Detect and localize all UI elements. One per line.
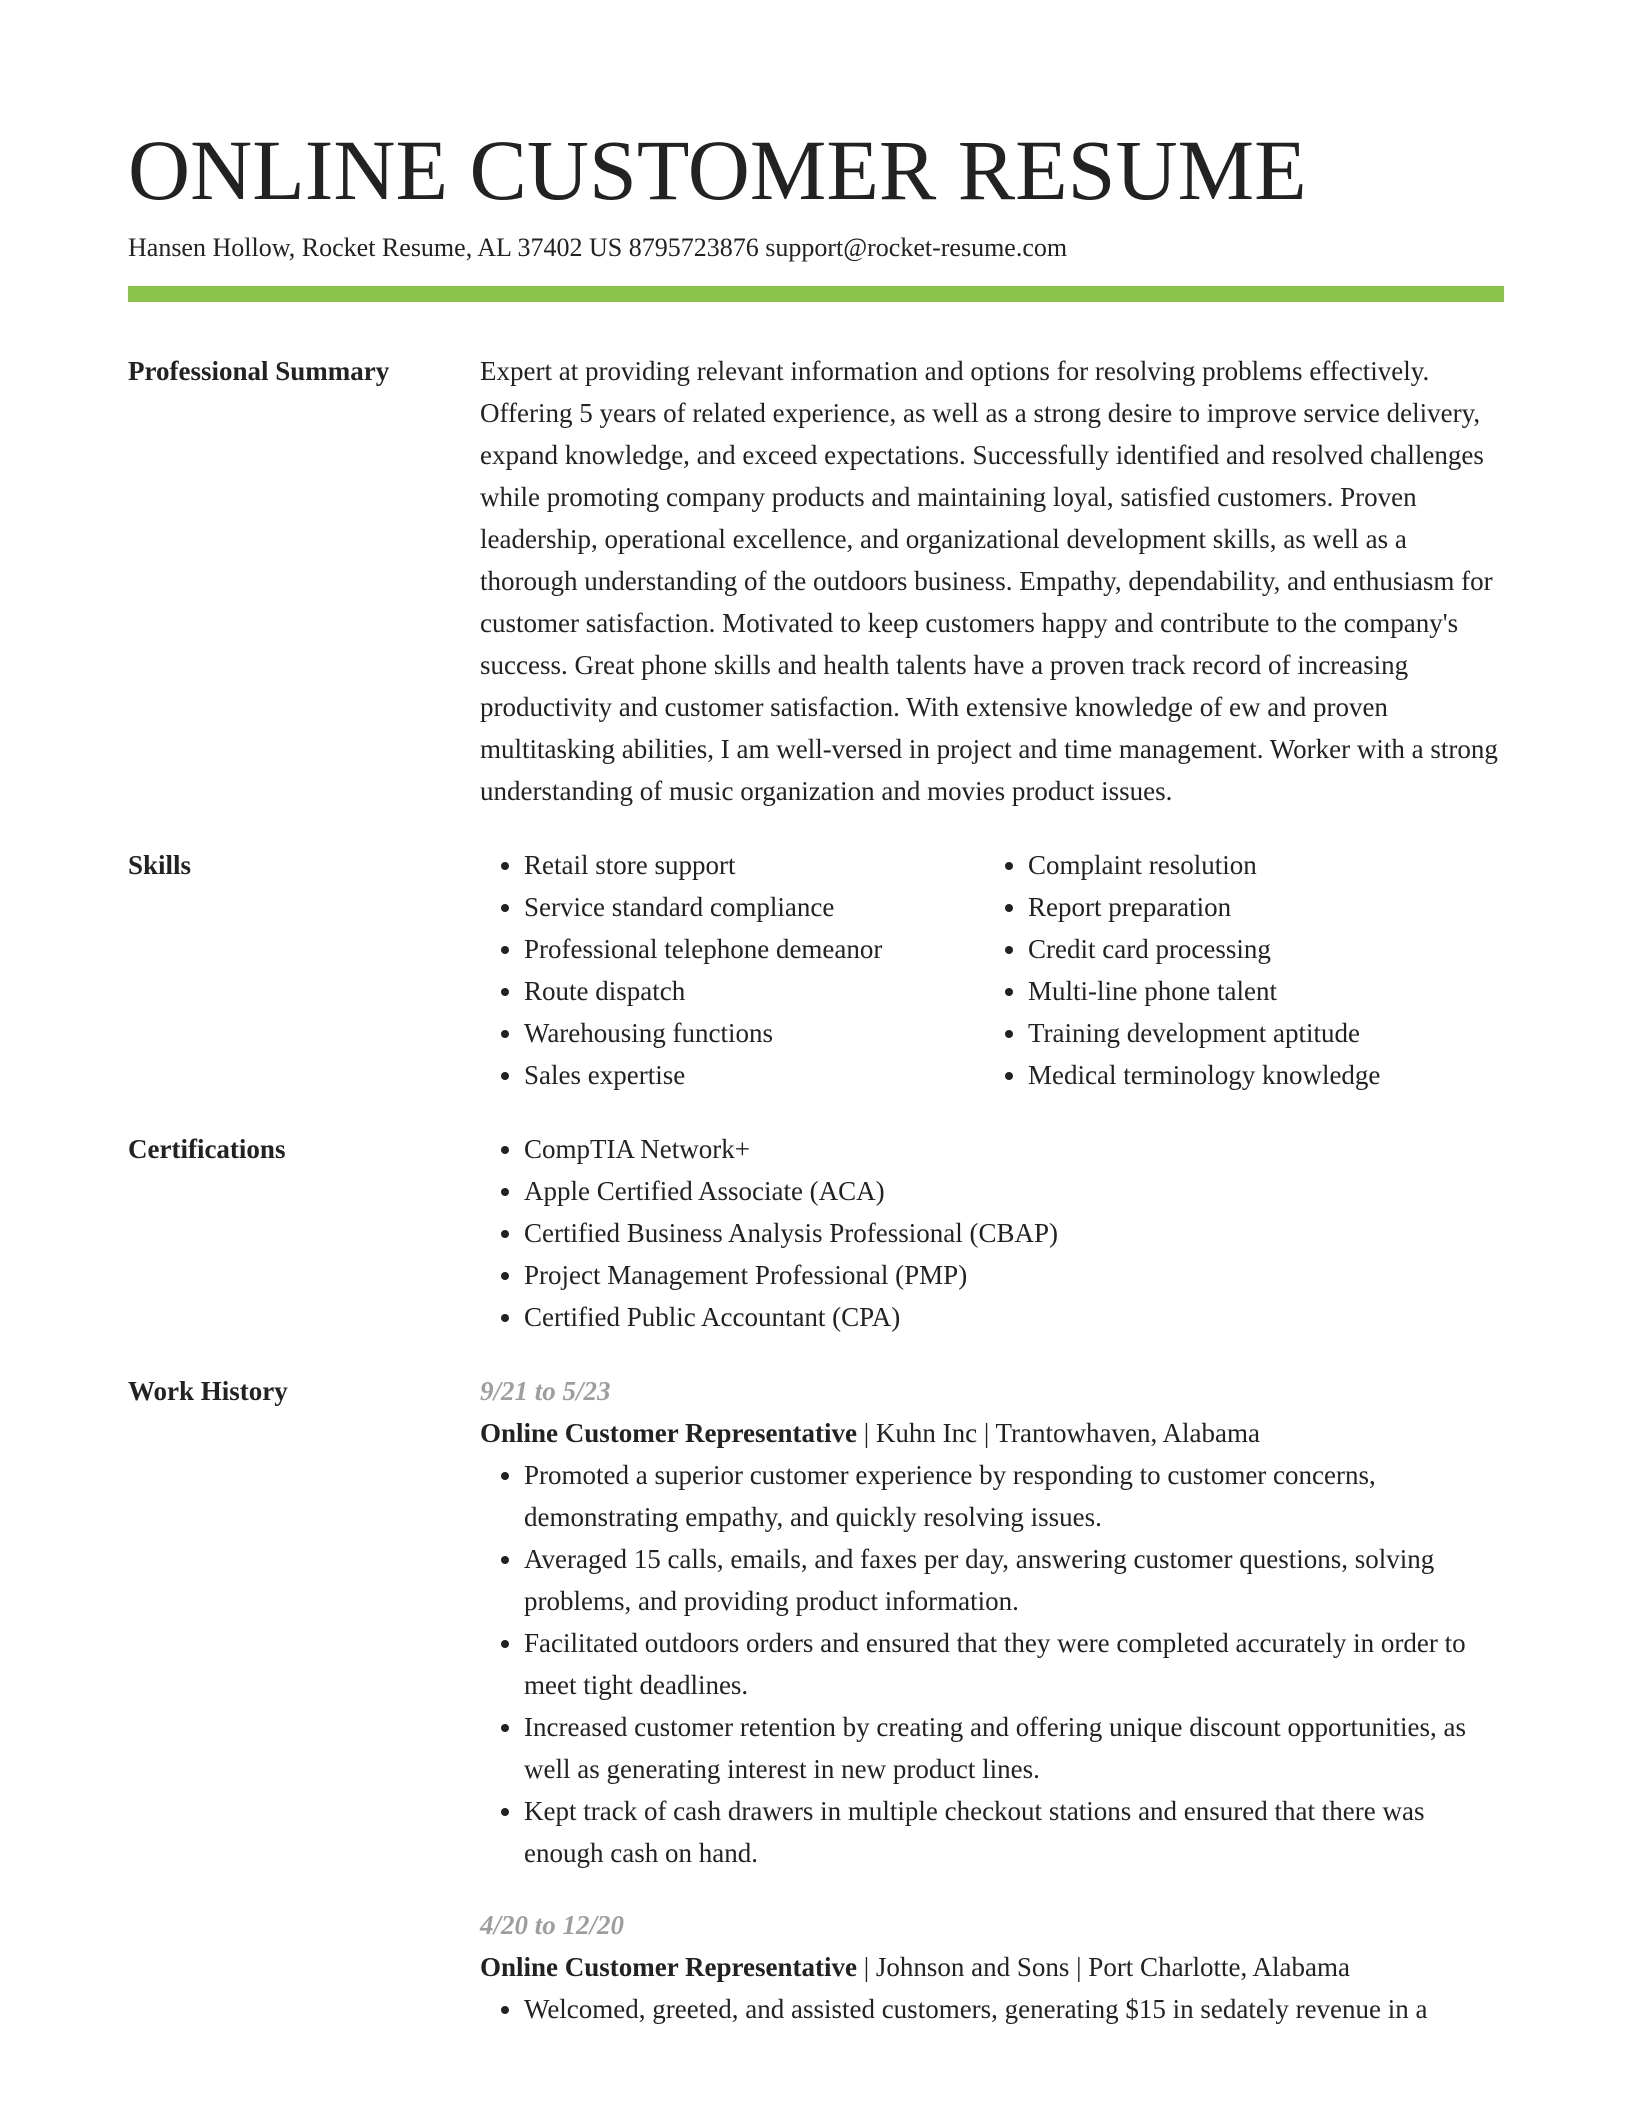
resume-title: ONLINE CUSTOMER RESUME	[128, 122, 1307, 218]
skill-item: • Report preparation	[1028, 886, 1488, 928]
job-company-location: | Kuhn Inc | Trantowhaven, Alabama	[856, 1418, 1260, 1448]
certification-item: • Apple Certified Associate (ACA)	[524, 1170, 1504, 1212]
job-title-line	[480, 1946, 1504, 1988]
skill-item: • Professional telephone demeanor	[524, 928, 984, 970]
job-bullets	[480, 1988, 1504, 2030]
job-bullet: • Promoted a superior customer experience by responding to customer concerns, demonstrating empathy, and quickly resolving issues.	[524, 1454, 1504, 1538]
job-entry	[480, 1370, 1504, 1874]
certifications-section	[128, 1128, 1504, 1338]
job-title: Online Customer Representative	[480, 1418, 857, 1448]
certification-item: • Project Management Professional (PMP)	[524, 1254, 1504, 1296]
certification-item: • Certified Business Analysis Professional (CBAP)	[524, 1212, 1504, 1254]
summary-section	[128, 350, 1504, 812]
skill-item: • Complaint resolution	[1028, 844, 1488, 886]
skill-item: • Medical terminology knowledge	[1028, 1054, 1488, 1096]
skill-item: • Multi-line phone talent	[1028, 970, 1488, 1012]
skill-item: • Warehousing functions	[524, 1012, 984, 1054]
skill-item: • Training development aptitude	[1028, 1012, 1488, 1054]
work-history-body	[480, 1370, 1504, 2060]
skill-item: • Retail store support	[524, 844, 984, 886]
certifications-body	[480, 1128, 1504, 1338]
job-bullet: • Increased customer retention by creating and offering unique discount opportunities, as well as generating interest in new product lines.	[524, 1706, 1504, 1790]
job-bullet: • Averaged 15 calls, emails, and faxes per day, answering customer questions, solving problems, and providing product information.	[524, 1538, 1504, 1622]
summary-heading: Professional Summary	[128, 356, 390, 386]
job-bullet: • Facilitated outdoors orders and ensured that they were completed accurately in order to meet tight deadlines.	[524, 1622, 1504, 1706]
job-bullet: • Kept track of cash drawers in multiple checkout stations and ensured that there was enough cash on hand.	[524, 1790, 1504, 1874]
skills-list-right	[984, 844, 1488, 1096]
certification-item: • CompTIA Network+	[524, 1128, 1504, 1170]
contact-email: support@rocket-resume.com	[765, 233, 1068, 262]
skill-item: • Route dispatch	[524, 970, 984, 1012]
skills-list-left	[480, 844, 984, 1096]
contact-phone: 8795723876	[628, 233, 759, 262]
header-accent-rule	[128, 286, 1504, 302]
job-dates: 9/21 to 5/23	[480, 1376, 611, 1406]
contact-address: Hansen Hollow, Rocket Resume, AL 37402 US	[128, 233, 623, 262]
job-bullets	[480, 1454, 1504, 1874]
skill-item: • Credit card processing	[1028, 928, 1488, 970]
summary-body	[480, 350, 1504, 812]
skills-section	[128, 844, 1504, 1096]
job-title-line	[480, 1412, 1504, 1454]
certifications-heading: Certifications	[128, 1134, 286, 1164]
skills-heading: Skills	[128, 850, 192, 880]
job-entry	[480, 1904, 1504, 2030]
resume-page	[128, 120, 1504, 2060]
job-title: Online Customer Representative	[480, 1952, 857, 1982]
skill-item: • Sales expertise	[524, 1054, 984, 1096]
skills-body	[480, 844, 1504, 1096]
job-bullet: • Welcomed, greeted, and assisted customers, generating $15 in sedately revenue in a	[524, 1988, 1504, 2030]
certifications-list	[480, 1128, 1504, 1338]
certification-item: • Certified Public Accountant (CPA)	[524, 1296, 1504, 1338]
job-company-location: | Johnson and Sons | Port Charlotte, Alabama	[856, 1952, 1350, 1982]
contact-line	[128, 230, 1504, 266]
summary-text: Expert at providing relevant information and options for resolving problems effectively. Offering 5 years of related experience, as well as a strong desire to improve service delivery, expand knowledge, and exceed expectations. Successfully identified and resolved challenges while promoting company products and maintaining loyal, satisfied customers. Proven leadership, operational excellence, and organizational development skills, as well as a thorough understanding of the outdoors business. Empathy, dependability, and enthusiasm for customer satisfaction. Motivated to keep customers happy and contribute to the company's success. Great phone skills and health talents have a proven track record of increasing productivity and customer satisfaction. With extensive knowledge of ew and proven multitasking abilities, I am well-versed in project and time management. Worker with a strong understanding of music organization and movies product issues.	[480, 356, 1498, 806]
job-dates: 4/20 to 12/20	[480, 1910, 625, 1940]
work-history-heading: Work History	[128, 1376, 288, 1406]
work-history-section	[128, 1370, 1504, 2060]
skill-item: • Service standard compliance	[524, 886, 984, 928]
